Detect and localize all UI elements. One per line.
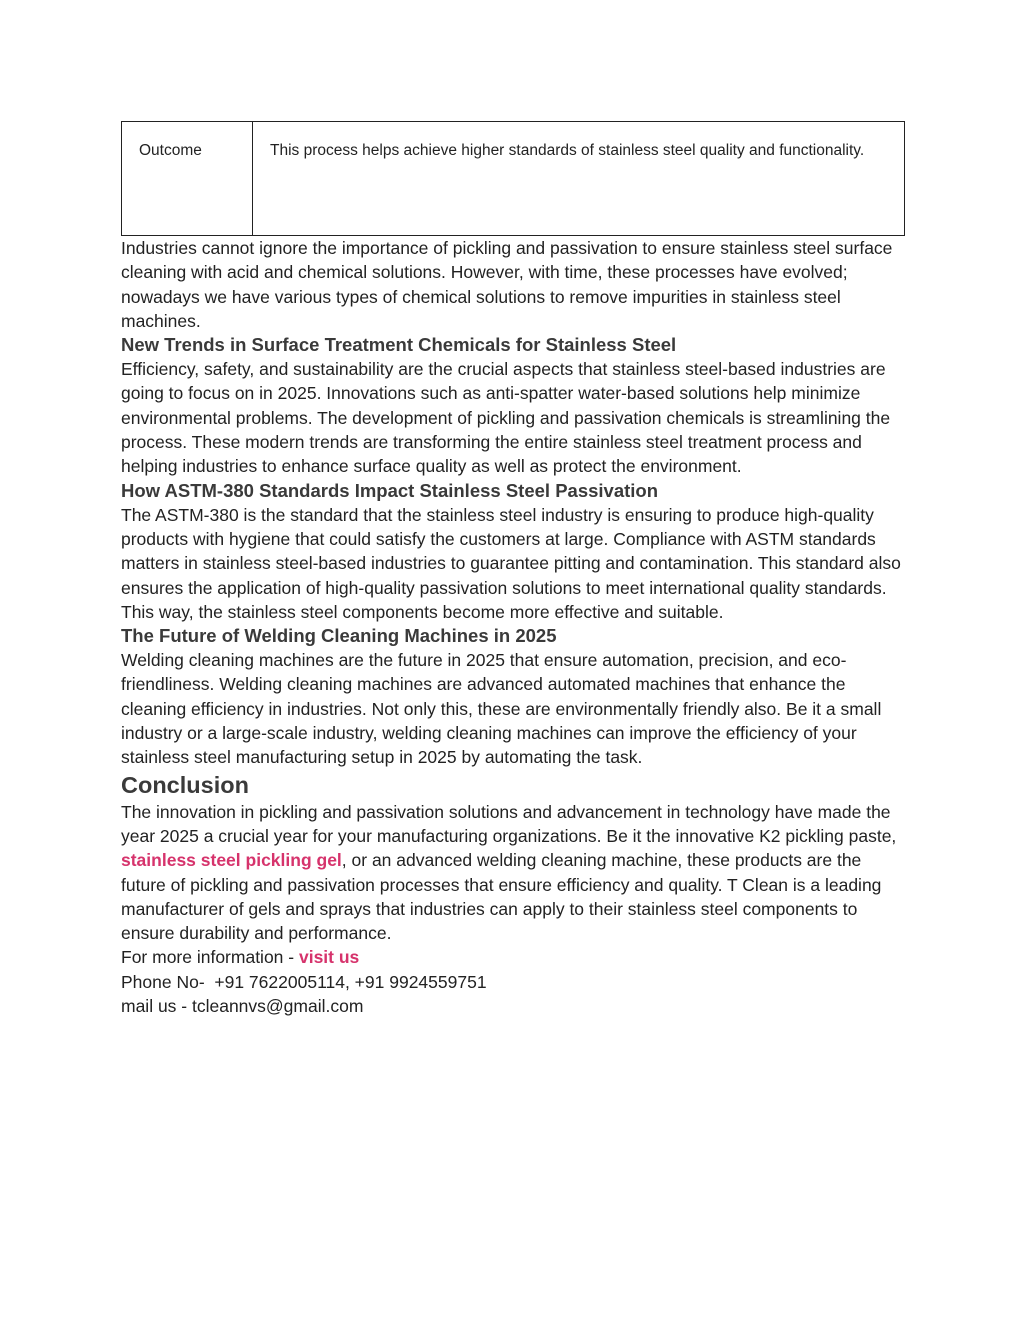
visit-us-link[interactable]: visit us — [298, 947, 360, 968]
conclusion-heading: Conclusion — [121, 771, 249, 798]
stainless-steel-pickling-gel-link[interactable]: stainless steel pickling gel — [121, 850, 342, 871]
conclusion-text-before-link: The innovation in pickling and passivation solutions and advancement in technology have made the year 2025 a crucial year for your manufacturing organizations. Be it the innovative K2 pickling paste, — [121, 801, 897, 846]
intro-paragraph: Industries cannot ignore the importance of pickling and passivation to ensure stainless steel surface cleaning with acid and chemical solutions. However, with time, these processes have evolved; nowadays we have various types of chemical solutions to remove impurities in stainless steel machines. — [121, 238, 893, 331]
document-page — [121, 121, 905, 1018]
more-info-label: For more information - — [121, 947, 299, 968]
phone-line: Phone No- +91 7622005114, +91 9924559751 — [121, 971, 487, 992]
section-heading: How ASTM-380 Standards Impact Stainless Steel Passivation — [121, 479, 659, 501]
section-welding-machines — [121, 624, 905, 769]
more-info-line — [121, 945, 905, 969]
outcome-table — [121, 121, 905, 236]
section-body: Welding cleaning machines are the future in 2025 that ensure automation, precision, and eco-friendliness. Welding cleaning machines are advanced automated machines that enhance the cleaning efficiency in industries. Not only this, these are environmentally friendly also. Be it a small industry or a large-scale industry, welding cleaning machines can improve the efficiency of your stainless steel manufacturing setup in 2025 by automating the task. — [121, 650, 882, 768]
section-new-trends — [121, 333, 905, 478]
section-astm-380 — [121, 479, 905, 624]
section-body: Efficiency, safety, and sustainability are the crucial aspects that stainless steel-based industries are going to focus on in 2025. Innovations such as anti-spatter water-based solutions help minimize environmental problems. The development of pickling and passivation chemicals is streamlining the process. These modern trends are transforming the entire stainless steel treatment process and helping industries to enhance surface quality as well as protect the environment. — [121, 359, 891, 477]
outcome-value-cell: This process helps achieve higher standards of stainless steel quality and functionality. — [253, 122, 905, 236]
section-heading: The Future of Welding Cleaning Machines in 2025 — [121, 625, 557, 647]
table-row — [122, 122, 905, 236]
conclusion-text-after-link: , or an advanced welding cleaning machine, these products are the future of pickling and passivation processes that ensure efficiency and quality. T Clean is a leading manufacturer of gels and sprays that industries can apply to their stainless steel components to ensure durability and performance. — [121, 850, 882, 944]
email-line: mail us - tcleannvs@gmail.com — [121, 996, 364, 1017]
outcome-label-cell: Outcome — [122, 122, 253, 236]
section-body: The ASTM-380 is the standard that the stainless steel industry is ensuring to produce high-quality products with hygiene that could satisfy the customers at large. Compliance with ASTM standards matters in stainless steel-based industries to guarantee pitting and contamination. This standard also ensures the application of high-quality passivation solutions to meet international quality standards. This way, the stainless steel components become more effective and suitable. — [121, 504, 901, 622]
section-conclusion — [121, 770, 905, 946]
section-heading: New Trends in Surface Treatment Chemicals for Stainless Steel — [121, 334, 677, 356]
conclusion-paragraph — [121, 800, 905, 946]
